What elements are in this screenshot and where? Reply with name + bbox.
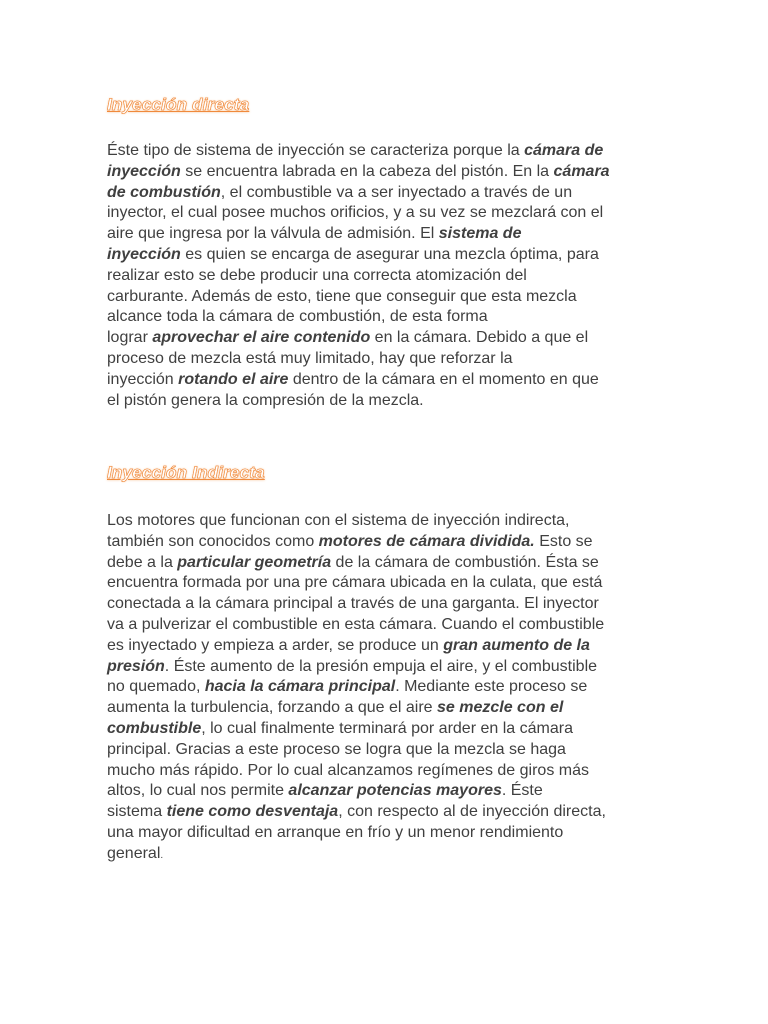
paragraph-line: [107, 162, 667, 183]
body-text: . Mediante este proceso se: [395, 678, 588, 696]
body-text: , lo cual finalmente terminará por arder en la cámara: [201, 719, 573, 737]
body-text: es quien se encarga de asegurar una mezcla óptima, para: [180, 245, 599, 263]
body-text: una mayor dificultad en arranque en frío y un menor rendimiento: [107, 823, 564, 841]
body-text: dentro de la cámara en el momento en que: [288, 370, 599, 388]
body-text: aire que ingresa por la válvula de admisión. El: [107, 225, 439, 243]
body-text: . Éste: [501, 782, 543, 800]
emphasized-text: alcanzar potencias mayores: [288, 782, 502, 800]
body-text: Esto se: [534, 532, 593, 550]
body-text: principal. Gracias a este proceso se logra que la mezcla se haga: [107, 740, 566, 758]
body-text: va a pulverizar el combustible en esta cámara. Cuando el combustible: [107, 615, 605, 633]
paragraph-line: [107, 203, 667, 224]
section-heading-inyeccion-directa: Inyección directa: [107, 95, 250, 114]
emphasized-text: presión: [107, 657, 165, 675]
emphasized-text: gran aumento de la: [443, 636, 590, 654]
paragraph-line: [107, 761, 667, 782]
paragraph-line: [107, 698, 667, 719]
body-text: es inyectado y empieza a arder, se produce un: [107, 636, 444, 654]
emphasized-text: de combustión: [107, 183, 221, 201]
paragraph-line: [107, 802, 667, 823]
paragraph-line: [107, 224, 667, 245]
paragraph-line: [107, 553, 667, 574]
paragraph-line: [107, 532, 667, 553]
emphasized-text: cámara: [553, 162, 610, 180]
paragraph-line: [107, 245, 667, 266]
paragraph-line: [107, 657, 667, 678]
body-text: mucho más rápido. Por lo cual alcanzamos regímenes de giros más: [107, 761, 589, 779]
paragraph-line: [107, 823, 667, 844]
emphasized-text: particular geometría: [177, 553, 332, 571]
body-text: realizar esto se debe producir una correcta atomización del: [107, 266, 527, 284]
paragraph-line: [107, 266, 667, 287]
paragraph-line: [107, 677, 667, 698]
paragraph-line: [107, 615, 667, 636]
paragraph-line: [107, 141, 667, 162]
body-text: sistema: [107, 803, 167, 821]
paragraph-line: [107, 370, 667, 391]
paragraph-line: [107, 328, 667, 349]
body-text: carburante. Además de esto, tiene que conseguir que esta mezcla: [107, 287, 577, 305]
emphasized-text: inyección: [107, 162, 181, 180]
paragraph-inyeccion-directa: [107, 141, 667, 411]
paragraph-line: [107, 781, 667, 802]
emphasized-text: sistema de: [438, 225, 522, 243]
paragraph-line: [107, 719, 667, 740]
body-text: aumenta la turbulencia, forzando a que el aire: [107, 699, 437, 717]
body-text: inyector, el cual posee muchos orificios, y a su vez se mezclará con el: [107, 204, 604, 222]
paragraph-inyeccion-indirecta: [107, 511, 667, 867]
body-text: el pistón genera la compresión de la mezcla.: [107, 391, 424, 409]
body-text: proceso de mezcla está muy limitado, hay que reforzar la: [107, 349, 513, 367]
body-text: Los motores que funcionan con el sistema de inyección indirecta,: [107, 512, 570, 529]
paragraph-line: [107, 349, 667, 370]
body-text: en la cámara. Debido a que el: [370, 329, 589, 347]
paragraph-line: [107, 511, 667, 532]
body-text: inyección: [107, 370, 179, 388]
paragraph-line: [107, 573, 667, 594]
body-text: , con respecto al de inyección directa,: [338, 803, 606, 821]
emphasized-text: rotando el aire: [178, 370, 289, 388]
emphasized-text: cámara de: [524, 142, 604, 159]
paragraph-line: [107, 636, 667, 657]
body-text: se encuentra labrada en la cabeza del pistón. En la: [180, 162, 554, 180]
body-text: de la cámara de combustión. Ésta se: [331, 553, 599, 571]
emphasized-text: hacia la cámara principal: [204, 678, 396, 696]
body-text: altos, lo cual nos permite: [107, 782, 289, 800]
paragraph-line: [107, 307, 667, 328]
body-text: alcance toda la cámara de combustión, de esta forma: [107, 308, 488, 326]
section-heading-inyeccion-indirecta: Inyección Indirecta: [107, 463, 265, 482]
emphasized-text: tiene como desventaja: [166, 803, 339, 821]
body-text: Éste tipo de sistema de inyección se caracteriza porque la: [107, 142, 525, 159]
body-text: .: [160, 849, 164, 861]
emphasized-text: motores de cámara dividida.: [318, 532, 535, 550]
paragraph-line: [107, 844, 667, 867]
body-text: general: [107, 844, 161, 862]
body-text: encuentra formada por una pre cámara ubicada en la culata, que está: [107, 574, 603, 592]
emphasized-text: se mezcle con el: [437, 699, 564, 717]
body-text: , el combustible va a ser inyectado a través de un: [220, 183, 573, 201]
body-text: . Éste aumento de la presión empuja el aire, y el combustible: [164, 657, 598, 675]
paragraph-line: [107, 740, 667, 761]
paragraph-line: [107, 391, 667, 412]
body-text: no quemado,: [107, 678, 205, 696]
body-text: debe a la: [107, 553, 178, 571]
emphasized-text: inyección: [107, 245, 181, 263]
body-text: conectada a la cámara principal a través de una garganta. El inyector: [107, 595, 599, 613]
emphasized-text: aprovechar el aire contenido: [152, 329, 371, 347]
body-text: lograr: [107, 329, 153, 347]
paragraph-line: [107, 594, 667, 615]
emphasized-text: combustible: [107, 719, 202, 737]
paragraph-line: [107, 183, 667, 204]
body-text: también son conocidos como: [107, 532, 319, 550]
paragraph-line: [107, 287, 667, 308]
